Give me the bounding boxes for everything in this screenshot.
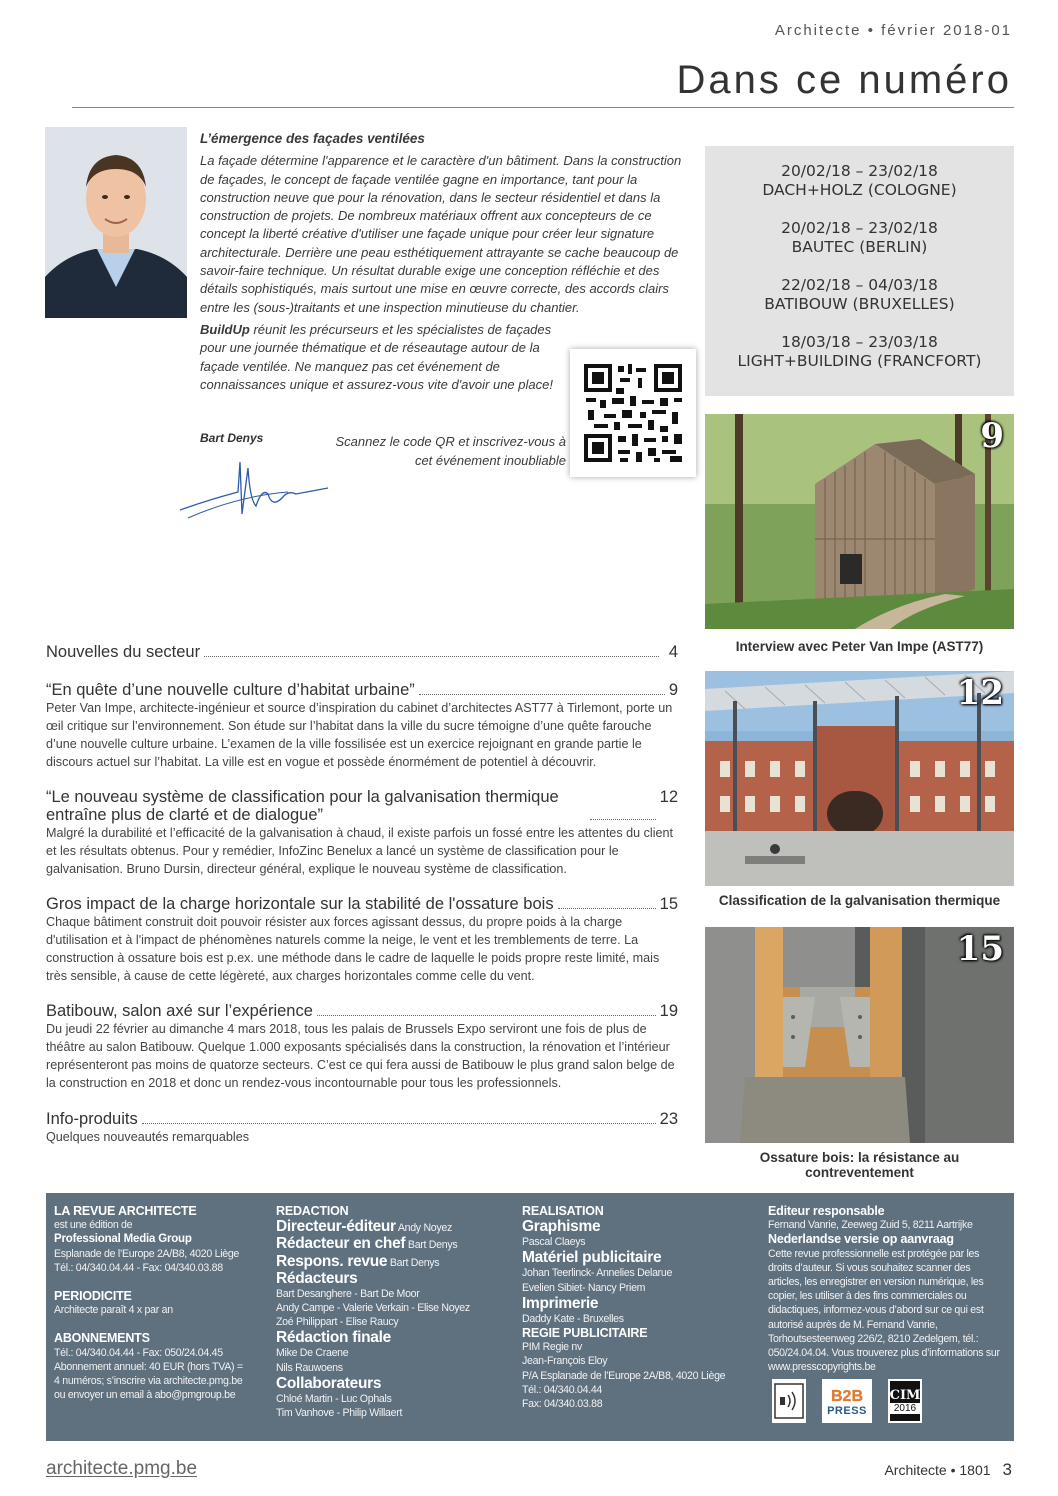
colophon-heading: REGIE PUBLICITAIRE bbox=[522, 1326, 648, 1341]
toc-heading bbox=[46, 788, 678, 824]
colophon-role: Imprimerie bbox=[522, 1294, 599, 1312]
toc-summary: Peter Van Impe, architecte-ingénieur et source d’inspiration du cabinet d’architectes AST77 à Tirlemont, porte un œil critique sur l’environnement. Son étude sur l’habitat dans la ville du sucre témoigne d’une quête farouche d’une nouvelle culture urbaine. L’examen de la ville fossilisée est un exercice rejoignant en grande partie le discours actuel sur l’habitat. La ville est en vogue et possède énormément de potentiel à découvrir. bbox=[46, 701, 673, 769]
folio bbox=[884, 1460, 1012, 1480]
b2b-press-logo bbox=[822, 1379, 872, 1423]
editor-portrait bbox=[45, 127, 187, 318]
colophon-person: Andy Noyez bbox=[395, 1222, 452, 1235]
toc-leader bbox=[204, 656, 659, 657]
event-name: DACH+HOLZ (COLOGNE) bbox=[762, 181, 957, 199]
toc-entry[interactable] bbox=[46, 681, 678, 771]
page-title: Dans ce numéro bbox=[676, 58, 1012, 102]
colophon-heading: REDACTION bbox=[276, 1204, 349, 1218]
event-dates: 20/02/18 – 23/02/18 bbox=[781, 162, 938, 180]
photo-page-number: 15 bbox=[956, 929, 1004, 969]
colophon-line: Tél.: 04/340.04.44 - Fax: 050/24.04.45 bbox=[54, 1346, 223, 1359]
colophon-line: Fernand Vanrie, Zeeweg Zuid 5, 8211 Aartrijke bbox=[768, 1219, 973, 1232]
colophon-person: Zoé Philippart - Elise Raucy bbox=[276, 1316, 399, 1329]
colophon-person: Nils Rauwoens bbox=[276, 1361, 343, 1374]
toc-heading bbox=[46, 681, 678, 699]
toc-title: Info-produits bbox=[46, 1110, 138, 1128]
photo-caption: Ossature bois: la résistance au contreventement bbox=[759, 1150, 960, 1180]
colophon-person: Bart Desanghere - Bart De Moor bbox=[276, 1287, 420, 1300]
toc-title: “En quête d’une nouvelle culture d’habitat urbaine” bbox=[46, 681, 415, 699]
colophon-person: Chloé Martin - Luc Ophals bbox=[276, 1392, 392, 1405]
colophon-role: Rédacteurs bbox=[276, 1269, 358, 1287]
issue-line: Architecte • février 2018-01 bbox=[774, 22, 1012, 39]
toc-page: 19 bbox=[659, 1002, 678, 1020]
photo-caption: Interview avec Peter Van Impe (AST77) bbox=[735, 639, 984, 654]
event-item bbox=[705, 333, 1014, 371]
toc-entry[interactable] bbox=[46, 788, 678, 878]
cim-logo bbox=[888, 1379, 922, 1423]
editorial-author: Bart Denys bbox=[200, 431, 264, 445]
colophon-heading: REALISATION bbox=[522, 1204, 604, 1218]
toc-leader bbox=[558, 908, 656, 909]
toc-title: Gros impact de la charge horizontale sur la stabilité de l'ossature bois bbox=[46, 895, 554, 913]
buildup-name: BuildUp bbox=[200, 321, 250, 337]
toc-title: Batibouw, salon axé sur l’expérience bbox=[46, 1002, 313, 1020]
colophon-role: Rédacteur en chef bbox=[276, 1235, 406, 1253]
colophon-line: PIM Regie nv bbox=[522, 1341, 582, 1354]
colophon-person: Mike De Craene bbox=[276, 1347, 349, 1360]
colophon-line: Tél.: 04/340.04.44 - Fax: 04/340.03.88 bbox=[54, 1261, 223, 1274]
colophon-line: Architecte paraît 4 x par an bbox=[54, 1304, 173, 1317]
photo-caption: Classification de la galvanisation thermique bbox=[718, 893, 1001, 908]
logo-row bbox=[772, 1379, 922, 1423]
toc-heading bbox=[46, 1110, 678, 1128]
event-name: BATIBOUW (BRUXELLES) bbox=[764, 295, 955, 313]
colophon-line: Tél.: 04/340.04.44 bbox=[522, 1383, 603, 1396]
event-dates: 18/03/18 – 23/03/18 bbox=[781, 333, 938, 351]
colophon-col-production bbox=[522, 1204, 762, 1411]
toc-heading bbox=[46, 895, 678, 913]
page-number: 3 bbox=[1002, 1460, 1012, 1479]
colophon-person: Daddy Kate - Bruxelles bbox=[522, 1312, 624, 1325]
colophon-col-editorial bbox=[276, 1204, 516, 1420]
colophon-line: est une édition de bbox=[54, 1219, 133, 1232]
event-name: LIGHT+BUILDING (FRANCFORT) bbox=[737, 352, 982, 370]
buildup-text: réunit les précurseurs et les spécialistes de façades pour une journée thématique et de réseautage autour de la façade ventilée. Ne manquez pas cet événement de connaissances unique et assurez-vous vite d'avoir une place! bbox=[200, 321, 553, 392]
colophon bbox=[46, 1193, 1014, 1441]
colophon-person: Pascal Claeys bbox=[522, 1236, 586, 1249]
colophon-role: Collaborateurs bbox=[276, 1374, 382, 1392]
qr-code[interactable] bbox=[570, 349, 696, 477]
toc-heading bbox=[46, 643, 678, 661]
colophon-col-publisher bbox=[54, 1204, 274, 1402]
b2b-press-label: PRESS bbox=[827, 1405, 867, 1417]
colophon-col-legal bbox=[768, 1204, 1004, 1374]
toc-title: Nouvelles du secteur bbox=[46, 643, 201, 661]
svg-text:B2B: B2B bbox=[830, 1388, 864, 1405]
title-divider bbox=[72, 107, 1014, 108]
toc-heading bbox=[46, 1002, 678, 1020]
colophon-line: P/A Esplanade de l’Europe 2A/B8, 4020 Liège bbox=[522, 1369, 726, 1382]
toc-page: 4 bbox=[668, 643, 678, 661]
buildup-paragraph bbox=[200, 321, 560, 394]
colophon-line: 4 numéros; s’inscrire via architecte.pmg.be bbox=[54, 1375, 243, 1388]
toc-summary: Du jeudi 22 février au dimanche 4 mars 2018, tous les palais de Brussels Expo serviront une fois de plus de théâtre au salon Batibouw. Quelque 1.000 exposants spécialisés dans la construction, la rénovation et l’intérieur représenteront pas moins de quatorze secteurs. C’est ce qui fera aussi de Batibouw le plus grand salon belge de la construction en 2018 et donc un rendez-vous incontournable pour tous les professionnels. bbox=[46, 1022, 675, 1090]
toc-page: 15 bbox=[659, 895, 678, 913]
event-dates: 20/02/18 – 23/02/18 bbox=[781, 219, 938, 237]
colophon-person: Tim Vanhove - Philip Willaert bbox=[276, 1407, 403, 1420]
toc-summary: Quelques nouveautés remarquables bbox=[46, 1130, 250, 1144]
colophon-role: Matériel publicitaire bbox=[522, 1249, 662, 1267]
event-item bbox=[705, 219, 1014, 257]
colophon-person: Andy Campe - Valerie Verkain - Elise Noyez bbox=[276, 1302, 470, 1315]
event-item bbox=[705, 276, 1014, 314]
toc-summary: Chaque bâtiment construit doit pouvoir résister aux forces agissant dessus, du propre poids à la charge d'utilisation et à l'impact de phénomènes naturels comme la neige, le vent et les tremblements de terre. La construction à ossature bois est p.ex. une méthode dans le cadre de laquelle le poids propre reste limité, mais très sensible, à cause de cette légèreté, aux charges horizontales comme celle du vent. bbox=[46, 915, 660, 983]
colophon-person: Bart Denys bbox=[387, 1256, 440, 1269]
toc-leader bbox=[419, 694, 665, 695]
colophon-person: Bart Denys bbox=[405, 1239, 458, 1252]
photo-timber-joint[interactable] bbox=[705, 927, 1014, 1143]
toc-leader bbox=[317, 1015, 656, 1016]
photo-page-number: 9 bbox=[980, 416, 1004, 456]
colophon-line: Fax: 04/340.03.88 bbox=[522, 1398, 603, 1411]
colophon-line: Jean-François Eloy bbox=[522, 1355, 608, 1368]
website-link[interactable]: architecte.pmg.be bbox=[46, 1458, 198, 1479]
colophon-role: Rédaction finale bbox=[276, 1329, 391, 1347]
colophon-line: Abonnement annuel: 40 EUR (hors TVA) = bbox=[54, 1360, 243, 1373]
event-name: BAUTEC (BERLIN) bbox=[791, 238, 928, 256]
toc-leader bbox=[590, 819, 656, 820]
events-box bbox=[705, 146, 1014, 396]
colophon-line: ou envoyer un email à abo@pmgroup.be bbox=[54, 1389, 236, 1402]
signature-image bbox=[178, 448, 338, 528]
colophon-heading: Nederlandse versie op aanvraag bbox=[768, 1232, 954, 1247]
folio-label: Architecte • 1801 bbox=[884, 1462, 991, 1478]
toc-entry[interactable] bbox=[46, 643, 678, 661]
event-dates: 22/02/18 – 04/03/18 bbox=[781, 276, 938, 294]
colophon-heading: LA REVUE ARCHITECTE bbox=[54, 1204, 197, 1218]
photo-page-number: 12 bbox=[956, 673, 1004, 713]
toc-page: 12 bbox=[659, 788, 678, 806]
colophon-person: Evelien Sibiet- Nancy Priem bbox=[522, 1281, 646, 1294]
colophon-heading: PERIODICITE bbox=[54, 1289, 132, 1304]
toc-entry[interactable] bbox=[46, 1002, 678, 1092]
audio-logo bbox=[772, 1379, 806, 1423]
colophon-person: Johan Teerlinck- Annelies Delarue bbox=[522, 1267, 673, 1280]
colophon-line: Professional Media Group bbox=[54, 1233, 192, 1246]
toc-summary: Malgré la durabilité et l’efficacité de la galvanisation à chaud, il existe parfois un fossé entre les attentes du client et les résultats obtenus. Pour y remédier, InfoZinc Benelux a lancé un système de classification pour le galvanisation. Bruno Dursin, directeur général, explique le nouveau système de classification. bbox=[46, 826, 674, 876]
toc-page: 23 bbox=[659, 1110, 678, 1128]
qr-note: Scannez le code QR et inscrivez-vous à cet événement inoubliable bbox=[335, 434, 566, 468]
toc-leader bbox=[142, 1123, 656, 1124]
photo-station-canopy[interactable] bbox=[705, 671, 1014, 886]
colophon-role: Respons. revue bbox=[276, 1252, 388, 1270]
photo-wooden-house[interactable] bbox=[705, 414, 1014, 629]
colophon-line: Esplanade de l’Europe 2A/B8, 4020 Liège bbox=[54, 1247, 240, 1260]
colophon-heading: Editeur responsable bbox=[768, 1204, 885, 1218]
cim-label: CIM bbox=[889, 1388, 921, 1403]
editorial-body: La façade détermine l'apparence et le caractère d'un bâtiment. Dans la construction de façades, le concept de façade ventilée gagne en importance, tant pour la construction neuve que pour la rénovation, dans le secteur résidentiel et dans la construction de projets. De nombreux matériaux offrent aux concepteurs de ce concept la liberté créative d'utiliser une façade unique pour créer leur signature architecturale. Derrière une peau esthétiquement attrayante se cache beaucoup de savoir-faire technique. Un résultat durable exige une conception réfléchie et des détails sophistiqués, mais surtout une mise en œuvre correcte, des accords clairs entre les (sous-)traitants et une inspection minutieuse du chantier. bbox=[200, 153, 682, 315]
editorial-title: L’émergence des façades ventilées bbox=[200, 131, 425, 146]
toc-entry[interactable] bbox=[46, 895, 678, 985]
toc-title: “Le nouveau système de classification pour la galvanisation thermique entraîne plus de clarté et de dialogue” bbox=[46, 788, 559, 824]
colophon-heading: ABONNEMENTS bbox=[54, 1331, 150, 1346]
toc-entry[interactable] bbox=[46, 1110, 678, 1146]
colophon-role: Graphisme bbox=[522, 1218, 601, 1236]
copyright-notice: Cette revue professionnelle est protégée par les droits d’auteur. Si vous souhaitez scanner des articles, les enregistrer en version numérique, les copier, les utiliser à des fins commerciales ou didactiques, informez-vous d’abord sur ce qui est autorisé auprès de M. Fernand Vanrie, Torhoutsesteenweg 226/2, 8210 Zedelgem, tél.: 050/24.04.04. Vous trouverez plus d’informations sur www.presscopyrights.be bbox=[768, 1247, 1000, 1374]
toc-page: 9 bbox=[668, 681, 678, 699]
event-item bbox=[705, 162, 1014, 200]
colophon-role: Directeur-éditeur bbox=[276, 1218, 396, 1236]
cim-year: 2016 bbox=[890, 1403, 920, 1414]
